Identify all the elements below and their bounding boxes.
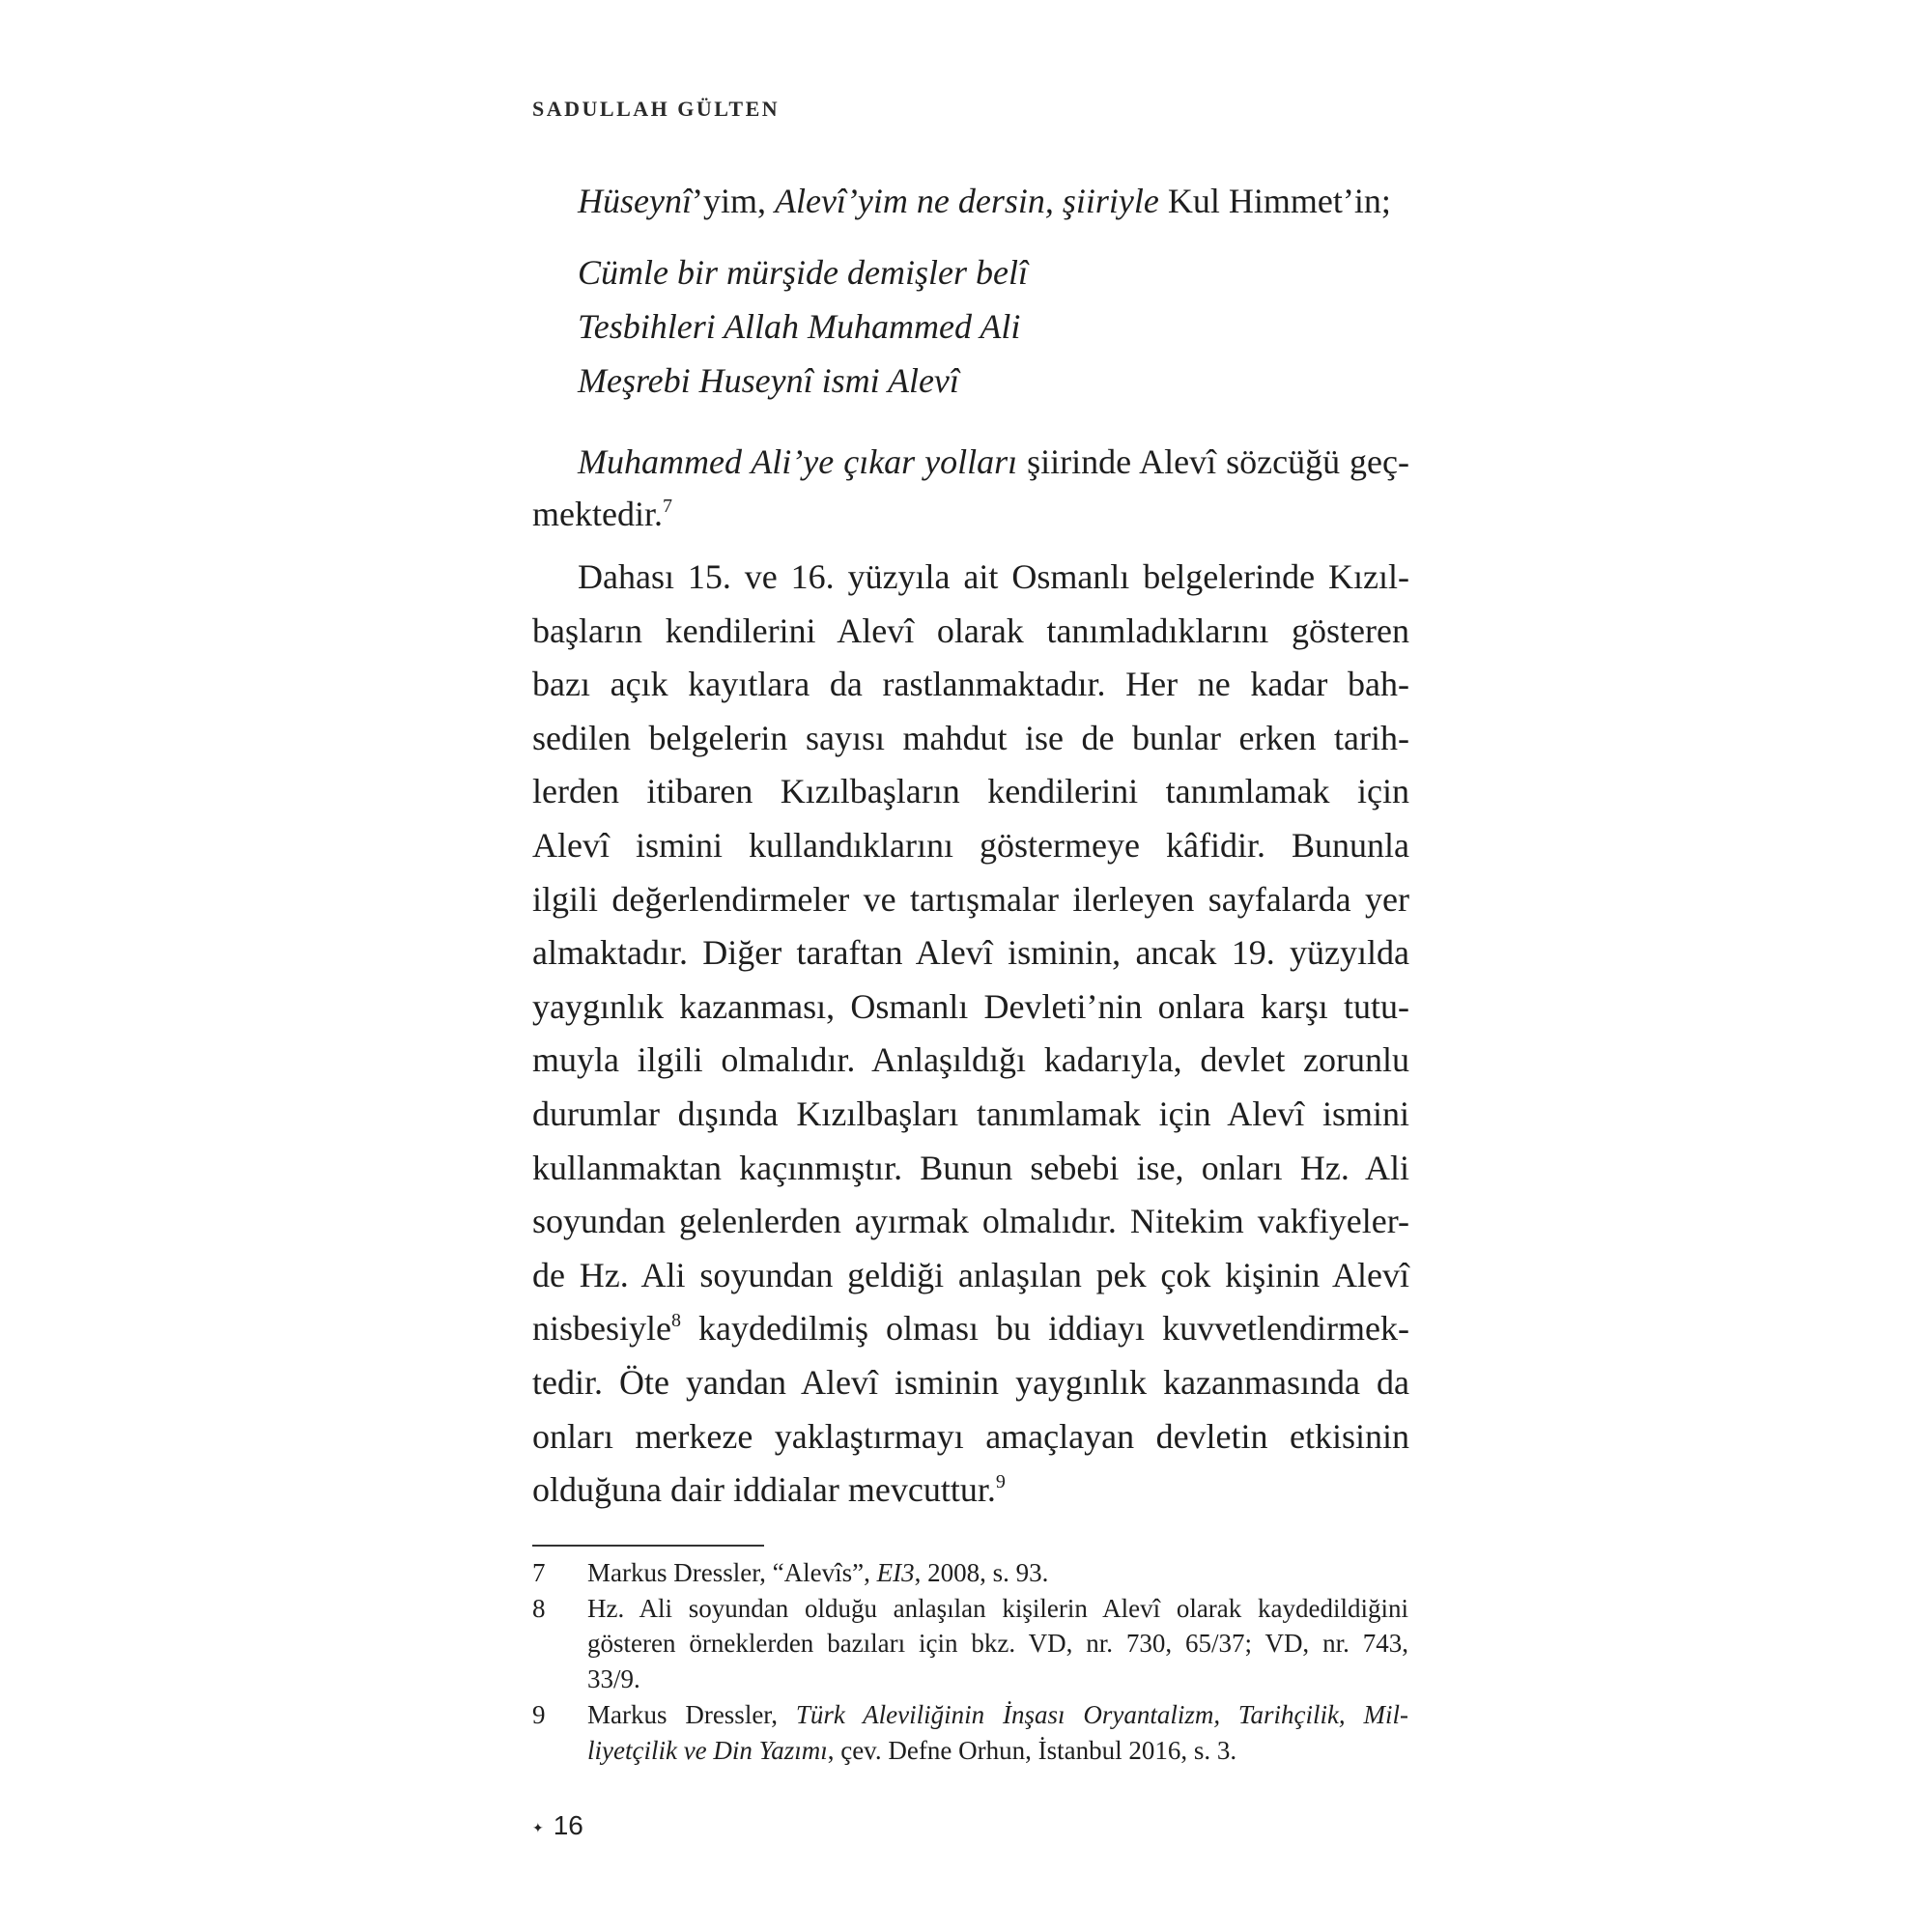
text-run: yaygınlık kazanması, Osmanlı Devleti’nin onlara karşı tutu- xyxy=(532,986,1409,1026)
body-line xyxy=(532,1093,1409,1135)
text-run: lerden itibaren Kızılbaşların kendilerini tanımlamak için xyxy=(532,772,1409,811)
text-run: Alevî’yim ne dersin, şiiriyle xyxy=(774,182,1159,220)
text-run: Muhammed Ali’ye çıkar yolları xyxy=(578,442,1018,481)
text-run: EI3 xyxy=(876,1558,915,1587)
text-run: muyla ilgili olmalıdır. Anlaşıldığı kadarıyla, devlet zorunlu xyxy=(532,1040,1409,1080)
text-run: tedir. Öte yandan Alevî isminin yaygınlık kazanmasında da xyxy=(532,1363,1409,1402)
text-run: durumlar dışında Kızılbaşları tanımlamak için Alevî ismini xyxy=(532,1094,1409,1133)
footnote-text xyxy=(587,1627,1408,1660)
page-number-block xyxy=(532,1810,583,1841)
body-line xyxy=(532,663,1409,705)
footnote-text xyxy=(587,1556,1048,1589)
footnote-text xyxy=(587,1734,1236,1767)
body-line xyxy=(532,1468,1006,1517)
body-line xyxy=(532,1147,1409,1189)
text-run: gösteren örneklerden bazıları için bkz. VD, nr. 730, 65/37; VD, nr. 743, xyxy=(587,1629,1408,1658)
text-run: liyetçilik ve Din Yazımı xyxy=(587,1736,828,1765)
page-number: 16 xyxy=(553,1810,583,1840)
text-run: onları merkeze yaklaştırmayı amaçlayan devletin etkisinin xyxy=(532,1416,1409,1456)
footnote-text xyxy=(587,1698,1408,1731)
body-line xyxy=(532,493,672,541)
text-run: bazı açık kayıtlara da rastlanmaktadır. Her ne kadar bah- xyxy=(532,665,1409,704)
body-line xyxy=(532,1361,1409,1404)
text-run: şiirinde Alevî sözcüğü geç- xyxy=(1017,442,1409,481)
text-run: mektedir. xyxy=(532,495,663,533)
text-run: kullanmaktan kaçınmıştır. Bunun sebebi ise, onları Hz. Ali xyxy=(532,1148,1409,1187)
footnote-number: 7 xyxy=(532,1558,546,1587)
footnote-ref: 9 xyxy=(995,1471,1006,1493)
text-run: sedilen belgelerin sayısı mahdut ise de bunlar erken tarih- xyxy=(532,718,1409,757)
text-run: kaydedilmiş olması bu iddiayı kuvvetlendirmek- xyxy=(680,1309,1409,1349)
text-run: başların kendilerini Alevî olarak tanımladıklarını gösteren xyxy=(532,611,1409,650)
body-line xyxy=(532,1415,1409,1458)
text-run: Markus Dressler, xyxy=(587,1700,796,1729)
footnote-ref: 7 xyxy=(662,496,672,517)
footnote-number: 9 xyxy=(532,1700,546,1729)
text-run: olduğuna dair iddialar mevcuttur. xyxy=(532,1470,996,1510)
text-run: , çev. Defne Orhun, İstanbul 2016, s. 3. xyxy=(827,1736,1237,1765)
body-line xyxy=(532,1038,1409,1081)
footnote-text xyxy=(587,1592,1408,1625)
text-run: Türk Aleviliğinin İnşası Oryantalizm, Tarihçilik, Mil- xyxy=(795,1700,1409,1729)
footnote-text xyxy=(587,1662,640,1695)
body-line xyxy=(578,440,1409,483)
poem-line: Cümle bir mürşide demişler belî xyxy=(578,253,1028,292)
body-line xyxy=(578,555,1409,598)
body-line xyxy=(532,985,1409,1028)
text-run: Hüseynî xyxy=(578,182,692,220)
text-run: Markus Dressler, “Alevîs”, xyxy=(587,1558,877,1587)
running-head: SADULLAH GÜLTEN xyxy=(532,97,781,121)
intro-line xyxy=(578,180,1409,222)
body-line xyxy=(532,610,1409,652)
body-line xyxy=(532,1254,1409,1296)
body-line xyxy=(532,931,1409,974)
text-run: soyundan gelenlerden ayırmak olmalıdır. Nitekim vakfiyeler- xyxy=(532,1202,1409,1241)
poem-line: Tesbihleri Allah Muhammed Ali xyxy=(578,307,1021,346)
footnote-number: 8 xyxy=(532,1594,546,1623)
ornament-icon: ✦ xyxy=(532,1820,544,1835)
text-run: Hz. Ali soyundan olduğu anlaşılan kişilerin Alevî olarak kaydedildiğini xyxy=(587,1594,1408,1623)
text-run: ilgili değerlendirmeler ve tartışmalar ilerleyen sayfalarda yer xyxy=(532,879,1409,919)
text-run: Alevî ismini kullandıklarını göstermeye kâfidir. Bununla xyxy=(532,826,1409,865)
text-run: almaktadır. Diğer taraftan Alevî isminin, ancak 19. yüzyılda xyxy=(532,933,1409,973)
text-run: Kul Himmet’in; xyxy=(1158,182,1391,220)
body-line xyxy=(532,1200,1409,1242)
footnote-divider xyxy=(532,1545,764,1547)
body-line xyxy=(532,1307,1409,1355)
body-line xyxy=(532,770,1409,812)
text-run: Dahası 15. ve 16. yüzyıla ait Osmanlı belgelerinde Kızıl- xyxy=(578,557,1409,596)
body-line xyxy=(532,824,1409,867)
body-line xyxy=(532,717,1409,759)
text-run: , 2008, s. 93. xyxy=(914,1558,1049,1587)
text-run: ’yim, xyxy=(691,182,775,220)
text-run: 33/9. xyxy=(587,1664,640,1693)
poem-line: Meşrebi Huseynî ismi Alevî xyxy=(578,361,959,400)
body-line xyxy=(532,878,1409,921)
text-run: nisbesiyle xyxy=(532,1309,671,1349)
text-run: de Hz. Ali soyundan geldiği anlaşılan pek çok kişinin Alevî xyxy=(532,1255,1409,1294)
footnote-ref: 8 xyxy=(670,1310,681,1332)
